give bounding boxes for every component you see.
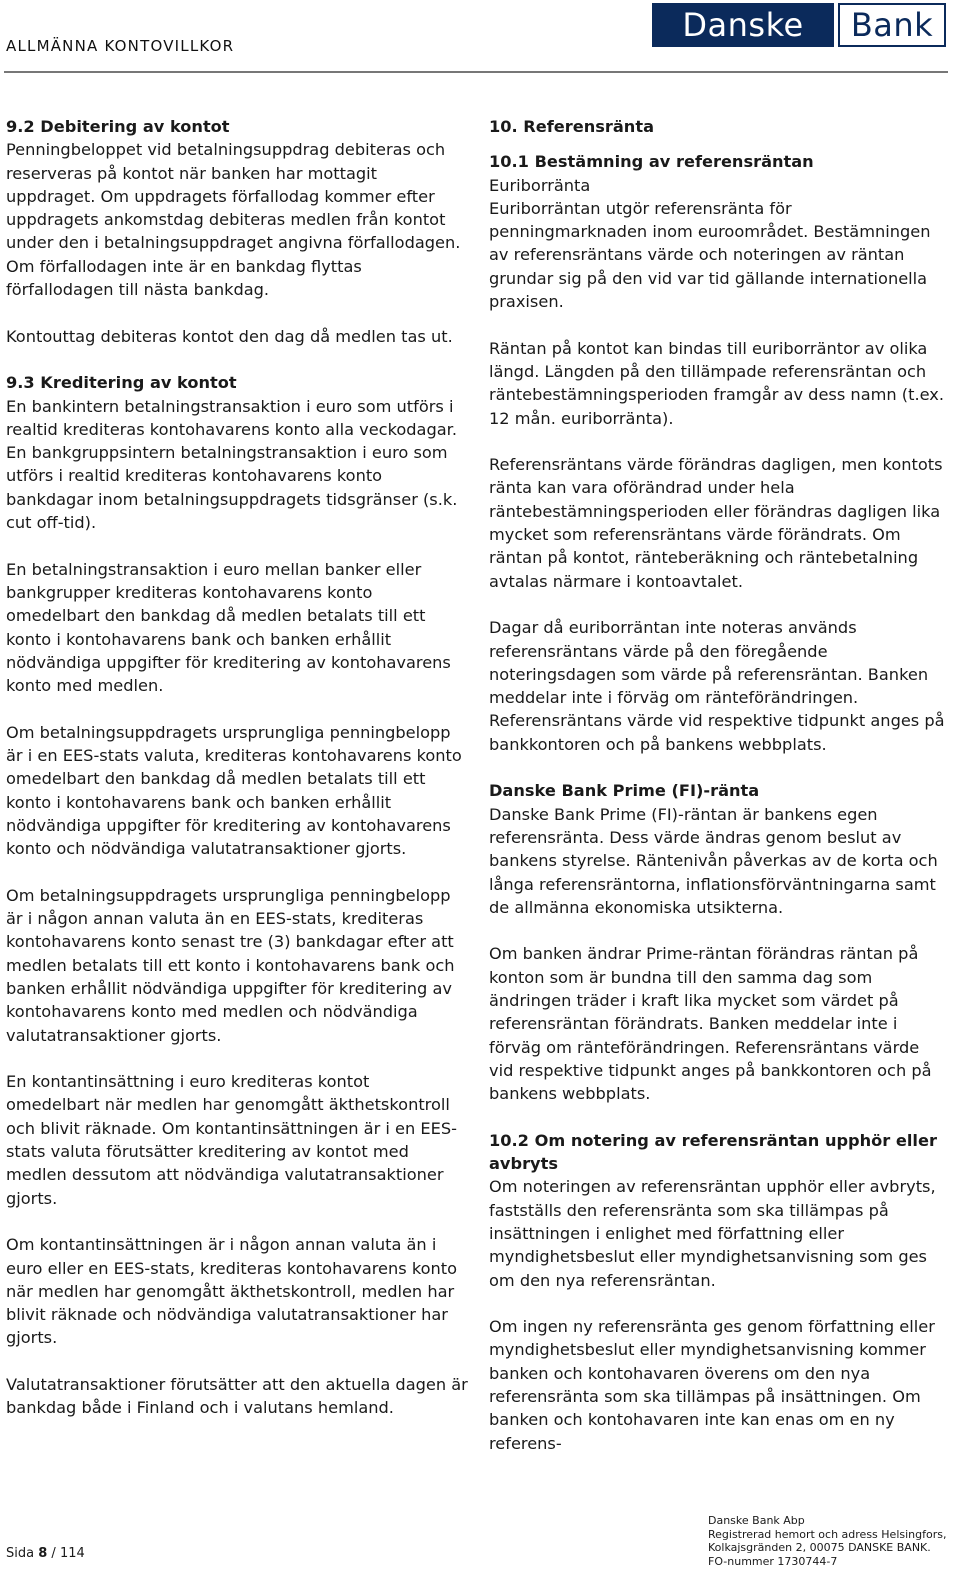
- paragraph: Referensräntans värde förändras dagligen, men kontots ränta kan vara oförändrad under hela räntebestämningsperioden eller förändras dagligen lika mycket som referensräntans värde förändrats. Om räntan på kontot, ränteberäkning och räntebetalning avtalas närmare i kontoavtalet.: [489, 455, 943, 591]
- danske-bank-logo: [652, 3, 946, 47]
- paragraph: Om ingen ny referensränta ges genom författning eller myndighetsbeslut eller myndighetsanvisning kommer banken och kontohavaren överens om den nya referensränta som ska tillämpas på insättningen. Om banken och kontohavaren inte kan enas om en ny referens-: [489, 1317, 935, 1453]
- paragraph: Danske Bank Prime (FI)-räntan är bankens egen referensränta. Dess värde ändras genom beslut av bankens styrelse. Räntenivån påverkas av de korta och långa referensräntorna, inflationsförväntningarna samt de allmänna ekonomiska utsikterna.: [489, 804, 938, 917]
- page-total: 114: [59, 1546, 85, 1561]
- company-business-id: FO-nummer 1730744-7: [708, 1554, 838, 1568]
- header-divider: [4, 71, 948, 73]
- paragraph: Euriborräntan utgör referensränta för penningmarknaden inom euroområdet. Bestämningen av referensräntans värde och noteringen av räntan grundar sig på den vid var tid gällande internationella praxisen.: [489, 198, 931, 312]
- company-address-line: Registrerad hemort och adress Helsingfors,: [708, 1527, 947, 1541]
- subheading-euribor: Euriborränta: [489, 175, 591, 195]
- paragraph: En kontantinsättning i euro krediteras kontot omedelbart när medlen har genomgått äkthetskontroll och blivit räknade. Om kontantinsättningen är i en EES-stats valuta förutsätter kreditering av kontot med medlen dessutom att nödvändiga valutatransaktioner gjorts.: [6, 1072, 457, 1208]
- paragraph: Penningbeloppet vid betalningsuppdrag debiteras och reserveras på kontot när banken har mottagit uppdraget. Om uppdragets förfallodag kommer efter uppdragets ankomstdag debiteras medlen från kontot under den i betalningsuppdraget angivna förfallodagen. Om förfallodagen inte är en bankdag flyttas förfallodagen till nästa bankdag.: [6, 140, 461, 300]
- paragraph: Kontouttag debiteras kontot den dag då medlen tas ut.: [6, 326, 453, 346]
- paragraph: Om betalningsuppdragets ursprungliga penningbelopp är i någon annan valuta än en EES-stats, krediteras kontohavarens konto senast tre (3) bankdagar efter att medlen betalats till ett konto i kontohavarens bank och banken erhållit nödvändiga uppgifter för kreditering av kontohavarens konto med medlen och nödvändiga valutatransaktioner gjorts.: [6, 885, 455, 1045]
- paragraph: En bankintern betalningstransaktion i euro som utförs i realtid krediteras kontohavarens konto alla veckodagar. En bankgruppsintern betalningstransaktion i euro som utförs i realtid krediteras kontohavarens konto bankdagar inom betalningsuppdragets tidsgränser (s.k. cut off-tid).: [6, 396, 458, 533]
- paragraph: Om noteringen av referensräntan upphör eller avbryts, fastställs den referensränta som ska tillämpas på insättningen i enlighet med författning eller myndighetsbeslut eller myndighetsanvisning som ges om den nya referensräntan.: [489, 1177, 936, 1290]
- document-title: ALLMÄNNA KONTOVILLKOR: [6, 37, 235, 55]
- section-heading-9-2: 9.2 Debitering av kontot: [6, 117, 230, 136]
- paragraph: Räntan på kontot kan bindas till euriborräntor av olika längd. Längden på den tillämpade referensräntan och räntebestämningsperioden framgår av dess namn (t.ex. 12 mån. euriborränta).: [489, 338, 944, 428]
- paragraph: Om betalningsuppdragets ursprungliga penningbelopp är i en EES-stats valuta, krediteras kontohavarens konto omedelbart den bankdag då medlen betalats till ett konto i kontohavarens bank och banken erhållit nödvändiga uppgifter för kreditering av kontohavarens konto och nödvändiga valutatransaktioner gjorts.: [6, 722, 462, 859]
- section-heading-9-3: 9.3 Kreditering av kontot: [6, 373, 237, 393]
- paragraph: En betalningstransaktion i euro mellan banker eller bankgrupper krediteras kontohavarens konto omedelbart den bankdag då medlen betalats till ett konto i kontohavarens bank och banken erhållit nödvändiga uppgifter för kreditering av kontohavarens konto med medlen.: [6, 559, 451, 696]
- logo-bank: Bank: [838, 3, 946, 47]
- company-info: [708, 1514, 958, 1568]
- section-heading-prime: Danske Bank Prime (FI)-ränta: [489, 781, 760, 801]
- section-heading-10: 10. Referensränta: [489, 117, 654, 136]
- logo-danske: Danske: [652, 3, 834, 47]
- page-label: Sida: [6, 1546, 35, 1561]
- left-column: [6, 115, 468, 1443]
- paragraph: Valutatransaktioner förutsätter att den aktuella dagen är bankdag både i Finland och i valutans hemland.: [6, 1375, 468, 1418]
- paragraph: Om kontantinsättningen är i någon annan valuta än i euro eller en EES-stats, krediteras kontohavarens konto när medlen har genomgått äkthetskontroll, medlen har blivit räknade och nödvändiga valutatransaktioner har gjorts.: [6, 1235, 458, 1348]
- paragraph: Dagar då euriborräntan inte noteras används referensräntans värde på den föregående noteringsdagen som värde på referensräntan. Banken meddelar inte i förväg om ränteförändringen. Referensräntans värde vid respektive tidpunkt anges på bankkontoren och på bankens webbplats.: [489, 618, 945, 754]
- paragraph: Om banken ändrar Prime-räntan förändras räntan på konton som är bundna till den samma dag som ändringen träder i kraft lika mycket som värdet på referensräntan förändrats. Banken meddelar inte i förväg om ränteförändringen. Referensräntans värde vid respektive tidpunkt anges på bankkontoren och på bankens webbplats.: [489, 944, 932, 1104]
- right-column: [489, 115, 947, 1455]
- company-address-line: Kolkajsgränden 2, 00075 DANSKE BANK.: [708, 1541, 931, 1554]
- section-heading-10-1: 10.1 Bestämning av referensräntan: [489, 152, 814, 172]
- company-name: Danske Bank Abp: [708, 1514, 805, 1527]
- section-heading-10-2: 10.2 Om notering av referensräntan upphör eller avbryts: [489, 1130, 937, 1174]
- page-current: 8: [38, 1546, 48, 1561]
- page-separator: /: [51, 1546, 56, 1561]
- page-number: [6, 1546, 85, 1561]
